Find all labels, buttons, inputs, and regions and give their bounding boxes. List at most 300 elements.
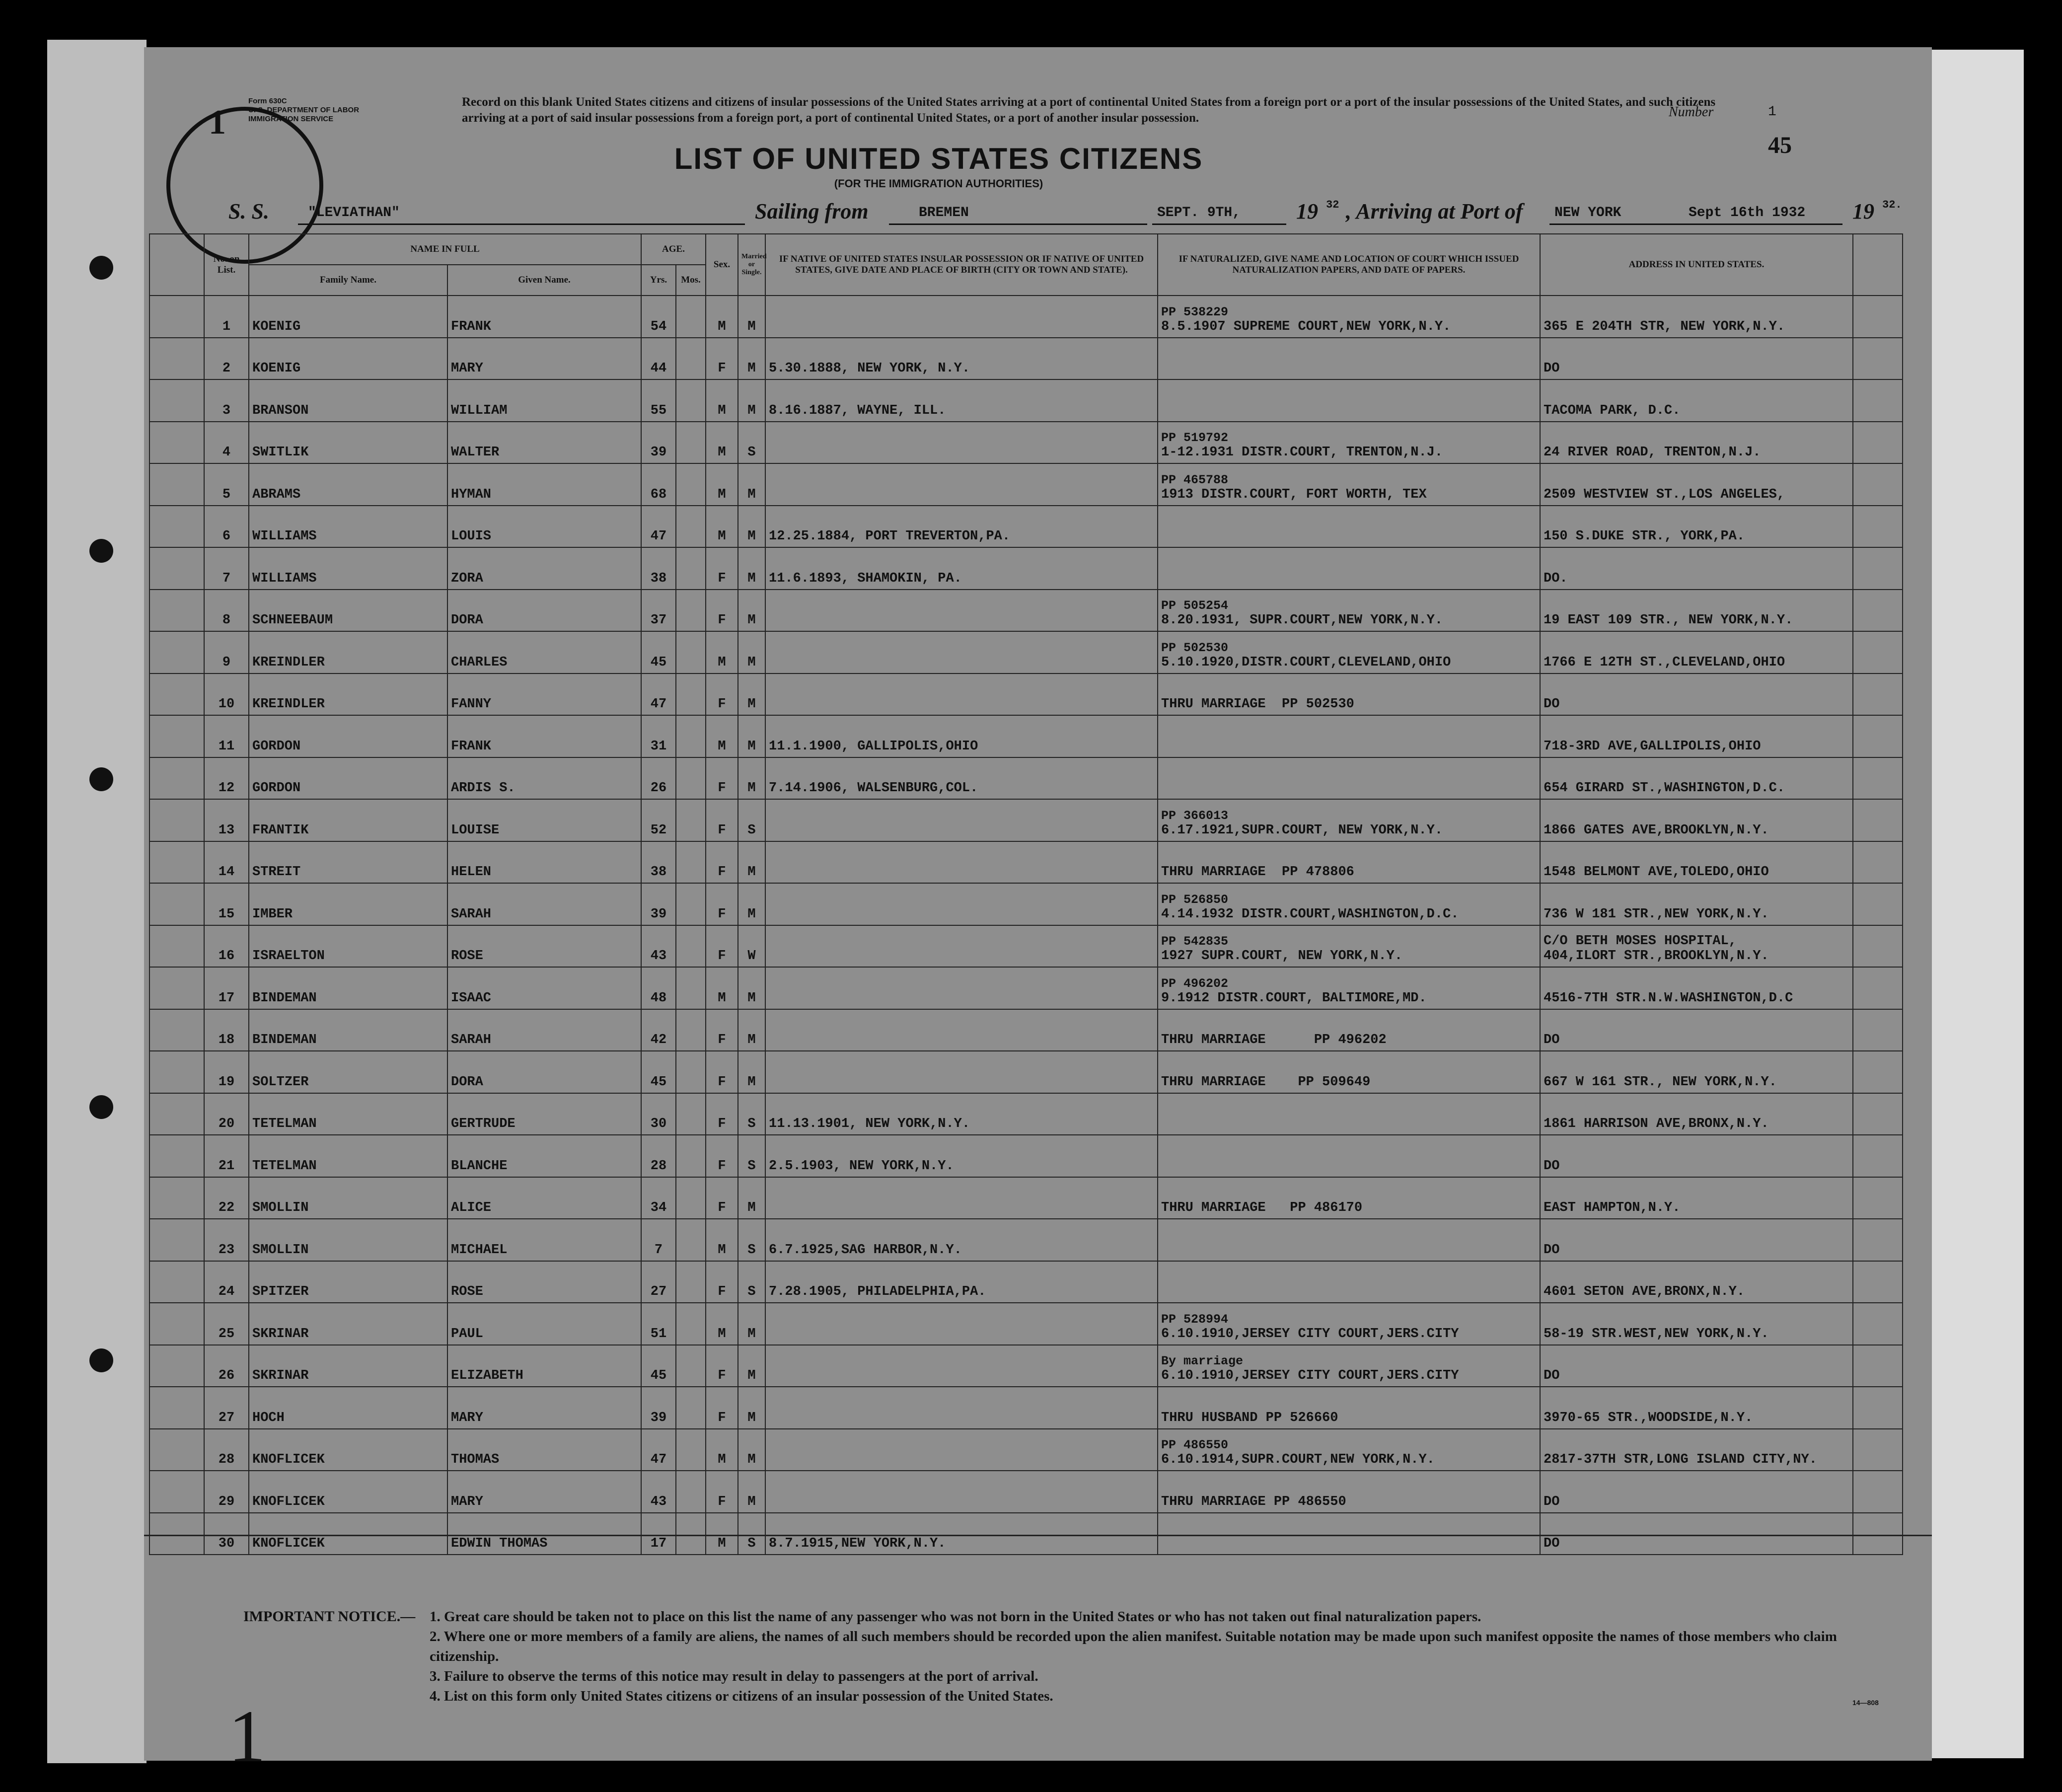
naturalization xyxy=(1158,1093,1540,1135)
blank-cell xyxy=(149,422,204,464)
row-number: 19 xyxy=(204,1051,249,1093)
table-row xyxy=(149,1303,1903,1345)
blank-cell xyxy=(149,590,204,632)
family-name: ISRAELTON xyxy=(249,925,447,968)
blank-cell xyxy=(149,631,204,673)
address: DO xyxy=(1540,673,1853,716)
age-years: 37 xyxy=(641,590,676,632)
blank-cell xyxy=(149,1261,204,1303)
notice-item: 4. List on this form only United States citizens or citizens of an insular possession of the United States. xyxy=(430,1688,1053,1704)
address: 150 S.DUKE STR., YORK,PA. xyxy=(1540,506,1853,548)
family-name: KNOFLICEK xyxy=(249,1513,447,1555)
given-name: ROSE xyxy=(447,1261,641,1303)
age-months xyxy=(676,296,706,338)
blank-cell xyxy=(1853,379,1903,422)
age-months xyxy=(676,379,706,422)
sex: M xyxy=(706,1303,738,1345)
age-months xyxy=(676,590,706,632)
row-number: 9 xyxy=(204,631,249,673)
age-years: 39 xyxy=(641,1387,676,1429)
blank-cell xyxy=(149,296,204,338)
birth-info: 12.25.1884, PORT TREVERTON,PA. xyxy=(765,506,1158,548)
sex: F xyxy=(706,1135,738,1177)
address: DO xyxy=(1540,1471,1853,1513)
age-months xyxy=(676,631,706,673)
marital-status: S xyxy=(738,422,765,464)
blank-cell xyxy=(1853,799,1903,841)
naturalization-court: 1913 DISTR.COURT, FORT WORTH, TEX xyxy=(1161,487,1427,502)
birth-info: 11.1.1900, GALLIPOLIS,OHIO xyxy=(765,715,1158,757)
blank-cell xyxy=(1853,1135,1903,1177)
naturalization-certificate: PP 366013 xyxy=(1161,808,1229,823)
table-row xyxy=(149,1471,1903,1513)
margin-mark: 1 xyxy=(228,1695,266,1778)
blank-cell xyxy=(1853,1177,1903,1219)
marital-status: M xyxy=(738,547,765,590)
family-name: SOLTZER xyxy=(249,1051,447,1093)
naturalization-court: THRU MARRIAGE PP 502530 xyxy=(1161,697,1354,712)
col-married: Married or Single. xyxy=(738,234,765,296)
blank-cell xyxy=(1853,967,1903,1009)
naturalization-court: THRU MARRIAGE PP 496202 xyxy=(1161,1033,1387,1047)
family-name: IMBER xyxy=(249,883,447,925)
col-yrs: Yrs. xyxy=(641,265,676,296)
row-number: 21 xyxy=(204,1135,249,1177)
address: 4516-7TH STR.N.W.WASHINGTON,D.C xyxy=(1540,967,1853,1009)
age-months xyxy=(676,1177,706,1219)
age-years: 43 xyxy=(641,925,676,968)
birth-info: 5.30.1888, NEW YORK, N.Y. xyxy=(765,338,1158,380)
marital-status: M xyxy=(738,463,765,506)
blank-cell xyxy=(149,757,204,800)
age-years: 7 xyxy=(641,1219,676,1261)
address: DO xyxy=(1540,1513,1853,1555)
given-name: DORA xyxy=(447,590,641,632)
given-name: DORA xyxy=(447,1051,641,1093)
table-row xyxy=(149,506,1903,548)
naturalization xyxy=(1158,422,1540,464)
family-name: SKRINAR xyxy=(249,1345,447,1387)
row-number: 15 xyxy=(204,883,249,925)
naturalization-certificate: PP 542835 xyxy=(1161,934,1229,949)
marital-status: M xyxy=(738,379,765,422)
sex: F xyxy=(706,1261,738,1303)
row-number: 16 xyxy=(204,925,249,968)
notice-items xyxy=(430,1607,1895,1706)
address: 4601 SETON AVE,BRONX,N.Y. xyxy=(1540,1261,1853,1303)
table-row xyxy=(149,841,1903,884)
age-months xyxy=(676,1471,706,1513)
rule xyxy=(1549,224,1842,225)
blank-cell xyxy=(149,1471,204,1513)
address: 736 W 181 STR.,NEW YORK,N.Y. xyxy=(1540,883,1853,925)
row-number: 24 xyxy=(204,1261,249,1303)
blank-cell xyxy=(149,463,204,506)
blank-cell xyxy=(149,883,204,925)
notice-heading: IMPORTANT NOTICE.— xyxy=(243,1608,416,1625)
sex: F xyxy=(706,1093,738,1135)
naturalization xyxy=(1158,547,1540,590)
manifest-page xyxy=(144,47,1932,1778)
birth-info xyxy=(765,799,1158,841)
family-name: FRANTIK xyxy=(249,799,447,841)
row-number: 6 xyxy=(204,506,249,548)
age-months xyxy=(676,1387,706,1429)
blank-cell xyxy=(1853,296,1903,338)
address: EAST HAMPTON,N.Y. xyxy=(1540,1177,1853,1219)
address: DO xyxy=(1540,1345,1853,1387)
arrival-year: 32. xyxy=(1882,199,1902,211)
sex: M xyxy=(706,967,738,1009)
age-years: 44 xyxy=(641,338,676,380)
age-years: 39 xyxy=(641,422,676,464)
address: 718-3RD AVE,GALLIPOLIS,OHIO xyxy=(1540,715,1853,757)
given-name: ROSE xyxy=(447,925,641,968)
address: 365 E 204TH STR, NEW YORK,N.Y. xyxy=(1540,296,1853,338)
family-name: KOENIG xyxy=(249,338,447,380)
given-name: FRANK xyxy=(447,715,641,757)
sex: M xyxy=(706,1429,738,1471)
row-number: 3 xyxy=(204,379,249,422)
family-name: KOENIG xyxy=(249,296,447,338)
naturalization xyxy=(1158,506,1540,548)
given-name: ZORA xyxy=(447,547,641,590)
address: 3970-65 STR.,WOODSIDE,N.Y. xyxy=(1540,1387,1853,1429)
table-row xyxy=(149,799,1903,841)
row-number: 11 xyxy=(204,715,249,757)
row-number: 27 xyxy=(204,1387,249,1429)
sex: F xyxy=(706,1009,738,1051)
marital-status: M xyxy=(738,967,765,1009)
age-months xyxy=(676,1345,706,1387)
naturalization xyxy=(1158,925,1540,968)
naturalization xyxy=(1158,799,1540,841)
age-years: 27 xyxy=(641,1261,676,1303)
row-number: 29 xyxy=(204,1471,249,1513)
birth-info: 7.14.1906, WALSENBURG,COL. xyxy=(765,757,1158,800)
blank-cell xyxy=(1853,883,1903,925)
naturalization-court: THRU MARRIAGE PP 478806 xyxy=(1161,865,1354,880)
family-name: ABRAMS xyxy=(249,463,447,506)
naturalization xyxy=(1158,1429,1540,1471)
page-number: 45 xyxy=(1768,132,1792,158)
sailing-from: BREMEN xyxy=(919,205,969,221)
row-number: 14 xyxy=(204,841,249,884)
form-id: Form 630C U. S. DEPARTMENT OF LABOR IMMIGRATION SERVICE xyxy=(248,97,360,123)
age-months xyxy=(676,463,706,506)
address: 58-19 STR.WEST,NEW YORK,N.Y. xyxy=(1540,1303,1853,1345)
blank-cell xyxy=(1853,1345,1903,1387)
binder-hole xyxy=(89,256,113,280)
age-years: 26 xyxy=(641,757,676,800)
marital-status: M xyxy=(738,673,765,716)
blank-cell xyxy=(149,1303,204,1345)
table-row xyxy=(149,1009,1903,1051)
sex: F xyxy=(706,547,738,590)
family-name: BRANSON xyxy=(249,379,447,422)
naturalization-court: THRU HUSBAND PP 526660 xyxy=(1161,1410,1338,1425)
naturalization-certificate: PP 502530 xyxy=(1161,640,1229,655)
row-number: 22 xyxy=(204,1177,249,1219)
paper-edge-right xyxy=(1929,50,2024,1758)
age-months xyxy=(676,1009,706,1051)
table-row xyxy=(149,1429,1903,1471)
marital-status: M xyxy=(738,883,765,925)
blank-cell xyxy=(1853,1093,1903,1135)
age-months xyxy=(676,1303,706,1345)
row-number: 28 xyxy=(204,1429,249,1471)
age-years: 17 xyxy=(641,1513,676,1555)
age-months xyxy=(676,1261,706,1303)
birth-info xyxy=(765,1177,1158,1219)
row-number: 1 xyxy=(204,296,249,338)
family-name: GORDON xyxy=(249,715,447,757)
row-number: 10 xyxy=(204,673,249,716)
rule xyxy=(1152,224,1286,225)
marital-status: M xyxy=(738,1051,765,1093)
row-number: 26 xyxy=(204,1345,249,1387)
age-months xyxy=(676,1093,706,1135)
age-months xyxy=(676,1135,706,1177)
col-native: IF NATIVE OF UNITED STATES INSULAR POSSESSION OR IF NATIVE OF UNITED STATES, GIVE DATE AND PLACE OF BIRTH (CITY OR TOWN AND STATE). xyxy=(765,234,1158,296)
naturalization xyxy=(1158,463,1540,506)
naturalization xyxy=(1158,715,1540,757)
naturalization xyxy=(1158,757,1540,800)
sex: M xyxy=(706,1513,738,1555)
ship-name: "LEVIATHAN" xyxy=(308,205,400,221)
blank-header xyxy=(1853,234,1903,296)
marital-status: M xyxy=(738,590,765,632)
naturalization xyxy=(1158,1261,1540,1303)
arrival-port: NEW YORK xyxy=(1554,205,1621,221)
family-name: TETELMAN xyxy=(249,1135,447,1177)
blank-cell xyxy=(1853,1051,1903,1093)
naturalization xyxy=(1158,590,1540,632)
blank-cell xyxy=(149,1219,204,1261)
number-label: Number xyxy=(1669,104,1714,120)
blank-cell xyxy=(1853,1303,1903,1345)
birth-info: 8.7.1915,NEW YORK,N.Y. xyxy=(765,1513,1158,1555)
address: 19 EAST 109 STR., NEW YORK,N.Y. xyxy=(1540,590,1853,632)
given-name: GERTRUDE xyxy=(447,1093,641,1135)
naturalization-certificate: PP 486550 xyxy=(1161,1438,1229,1452)
marital-status: M xyxy=(738,1429,765,1471)
naturalization xyxy=(1158,841,1540,884)
given-name: MARY xyxy=(447,1387,641,1429)
table-row xyxy=(149,338,1903,380)
sex: F xyxy=(706,338,738,380)
age-years: 31 xyxy=(641,715,676,757)
blank-cell xyxy=(1853,673,1903,716)
year-prefix: 19 xyxy=(1296,199,1318,224)
given-name: WILLIAM xyxy=(447,379,641,422)
number-value: 1 xyxy=(1768,104,1776,120)
naturalization xyxy=(1158,379,1540,422)
sex: M xyxy=(706,296,738,338)
naturalization-certificate: PP 519792 xyxy=(1161,431,1229,445)
birth-info xyxy=(765,463,1158,506)
sailing-date: SEPT. 9TH, xyxy=(1157,205,1241,221)
birth-info xyxy=(765,422,1158,464)
given-name: EDWIN THOMAS xyxy=(447,1513,641,1555)
naturalization-court: THRU MARRIAGE PP 486170 xyxy=(1161,1200,1363,1215)
blank-cell xyxy=(1853,1513,1903,1555)
blank-cell xyxy=(1853,925,1903,968)
birth-info xyxy=(765,1303,1158,1345)
family-name: GORDON xyxy=(249,757,447,800)
ss-label: S. S. xyxy=(228,199,269,224)
address: 24 RIVER ROAD, TRENTON,N.J. xyxy=(1540,422,1853,464)
naturalization xyxy=(1158,1219,1540,1261)
sex: F xyxy=(706,673,738,716)
given-name: MARY xyxy=(447,1471,641,1513)
given-name: ALICE xyxy=(447,1177,641,1219)
blank-cell xyxy=(1853,506,1903,548)
blank-cell xyxy=(149,379,204,422)
given-name: CHARLES xyxy=(447,631,641,673)
naturalization xyxy=(1158,883,1540,925)
family-name: HOCH xyxy=(249,1387,447,1429)
binder-hole xyxy=(89,539,113,563)
row-number: 25 xyxy=(204,1303,249,1345)
naturalization-court: 9.1912 DISTR.COURT, BALTIMORE,MD. xyxy=(1161,990,1427,1006)
age-years: 45 xyxy=(641,631,676,673)
row-number: 23 xyxy=(204,1219,249,1261)
naturalization-court: 4.14.1932 DISTR.COURT,WASHINGTON,D.C. xyxy=(1161,906,1459,922)
marital-status: M xyxy=(738,338,765,380)
naturalization xyxy=(1158,631,1540,673)
given-name: ELIZABETH xyxy=(447,1345,641,1387)
age-months xyxy=(676,799,706,841)
age-years: 51 xyxy=(641,1303,676,1345)
row-number: 8 xyxy=(204,590,249,632)
notice-item: 3. Failure to observe the terms of this notice may result in delay to passengers at the port of arrival. xyxy=(430,1668,1038,1684)
table-row xyxy=(149,1135,1903,1177)
col-address: ADDRESS IN UNITED STATES. xyxy=(1540,234,1853,296)
family-name: BINDEMAN xyxy=(249,967,447,1009)
col-age: AGE. xyxy=(641,234,706,265)
address: 2509 WESTVIEW ST.,LOS ANGELES, xyxy=(1540,463,1853,506)
family-name: SMOLLIN xyxy=(249,1219,447,1261)
birth-info xyxy=(765,925,1158,968)
age-months xyxy=(676,841,706,884)
blank-cell xyxy=(149,673,204,716)
blank-header xyxy=(149,234,204,296)
age-months xyxy=(676,883,706,925)
row-number: 7 xyxy=(204,547,249,590)
address: DO xyxy=(1540,1009,1853,1051)
naturalization xyxy=(1158,338,1540,380)
age-months xyxy=(676,547,706,590)
marital-status: M xyxy=(738,715,765,757)
rule xyxy=(298,224,745,225)
age-years: 38 xyxy=(641,841,676,884)
given-name: SARAH xyxy=(447,883,641,925)
birth-info xyxy=(765,590,1158,632)
blank-cell xyxy=(149,547,204,590)
marital-status: M xyxy=(738,1009,765,1051)
sailing-year: 32 xyxy=(1326,199,1339,211)
age-years: 54 xyxy=(641,296,676,338)
address: C/O BETH MOSES HOSPITAL, 404,ILORT STR.,BROOKLYN,N.Y. xyxy=(1540,925,1853,968)
sex: F xyxy=(706,841,738,884)
family-name: SWITLIK xyxy=(249,422,447,464)
birth-info xyxy=(765,1051,1158,1093)
blank-cell xyxy=(149,925,204,968)
naturalization-court: 6.10.1914,SUPR.COURT,NEW YORK,N.Y. xyxy=(1161,1452,1435,1467)
blank-cell xyxy=(1853,757,1903,800)
blank-cell xyxy=(149,506,204,548)
table-row xyxy=(149,1177,1903,1219)
table-row xyxy=(149,590,1903,632)
naturalization xyxy=(1158,1051,1540,1093)
blank-cell xyxy=(149,338,204,380)
family-name: STREIT xyxy=(249,841,447,884)
naturalization xyxy=(1158,1471,1540,1513)
blank-cell xyxy=(1853,1009,1903,1051)
birth-info: 11.13.1901, NEW YORK,N.Y. xyxy=(765,1093,1158,1135)
blank-cell xyxy=(1853,590,1903,632)
given-name: ISAAC xyxy=(447,967,641,1009)
table-row xyxy=(149,967,1903,1009)
age-months xyxy=(676,757,706,800)
age-months xyxy=(676,506,706,548)
address: 1866 GATES AVE,BROOKLYN,N.Y. xyxy=(1540,799,1853,841)
birth-info xyxy=(765,967,1158,1009)
notice-item: 1. Great care should be taken not to place on this list the name of any passenger who was not born in the United States or who has not taken out final naturalization papers. xyxy=(430,1609,1481,1625)
naturalization-certificate: PP 528994 xyxy=(1161,1312,1229,1327)
citizens-table xyxy=(149,233,1903,1555)
marital-status: M xyxy=(738,841,765,884)
given-name: LOUIS xyxy=(447,506,641,548)
age-years: 43 xyxy=(641,1471,676,1513)
family-name: SMOLLIN xyxy=(249,1177,447,1219)
given-name: WALTER xyxy=(447,422,641,464)
sex: F xyxy=(706,1345,738,1387)
birth-info: 7.28.1905, PHILADELPHIA,PA. xyxy=(765,1261,1158,1303)
age-years: 34 xyxy=(641,1177,676,1219)
age-years: 30 xyxy=(641,1093,676,1135)
age-months xyxy=(676,1429,706,1471)
naturalization xyxy=(1158,296,1540,338)
sex: M xyxy=(706,631,738,673)
table-row xyxy=(149,1513,1903,1555)
age-years: 39 xyxy=(641,883,676,925)
address: 1548 BELMONT AVE,TOLEDO,OHIO xyxy=(1540,841,1853,884)
naturalization-certificate: PP 505254 xyxy=(1161,598,1229,613)
address: 1766 E 12TH ST.,CLEVELAND,OHIO xyxy=(1540,631,1853,673)
age-years: 55 xyxy=(641,379,676,422)
rule xyxy=(889,224,1147,225)
marital-status: M xyxy=(738,296,765,338)
age-years: 45 xyxy=(641,1051,676,1093)
age-months xyxy=(676,1219,706,1261)
blank-cell xyxy=(1853,463,1903,506)
table-row xyxy=(149,1345,1903,1387)
sex: F xyxy=(706,883,738,925)
row-number: 18 xyxy=(204,1009,249,1051)
naturalization-certificate: PP 538229 xyxy=(1161,304,1229,319)
row-number: 5 xyxy=(204,463,249,506)
blank-cell xyxy=(149,1429,204,1471)
naturalization-certificate: PP 465788 xyxy=(1161,472,1229,487)
marital-status: M xyxy=(738,1471,765,1513)
marital-status: S xyxy=(738,1093,765,1135)
naturalization-court: 6.10.1910,JERSEY CITY COURT,JERS.CITY xyxy=(1161,1326,1459,1342)
family-name: WILLIAMS xyxy=(249,506,447,548)
age-years: 47 xyxy=(641,506,676,548)
table-row xyxy=(149,1051,1903,1093)
